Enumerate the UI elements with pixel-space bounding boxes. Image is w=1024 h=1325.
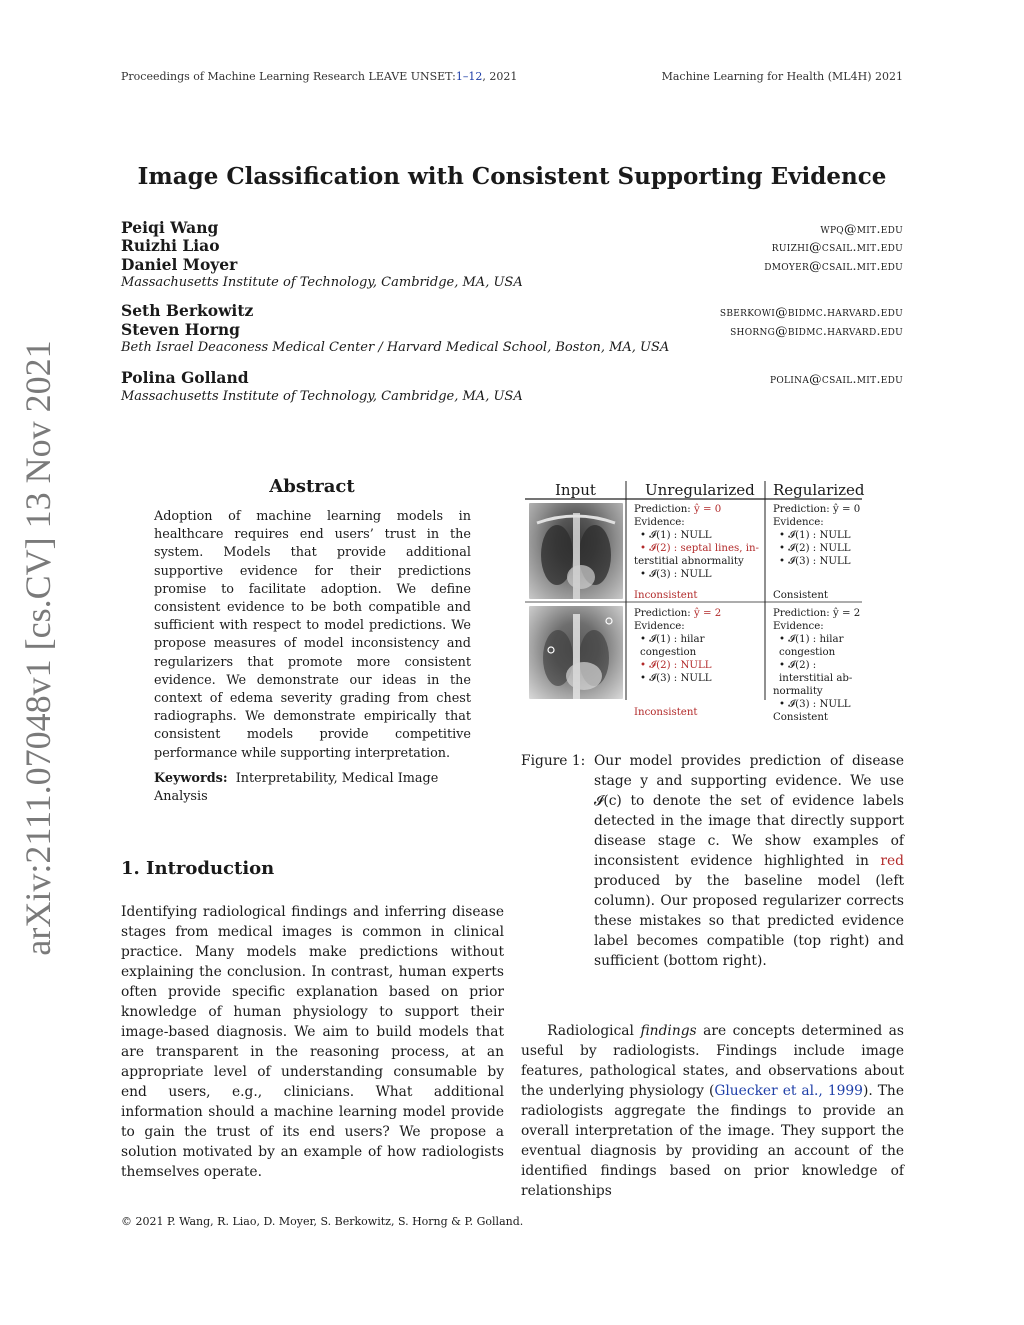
evidence-item: • 𝓘(3) : NULL: [779, 556, 851, 567]
evidence-label: Evidence:: [634, 517, 685, 528]
affiliation: Massachusetts Institute of Technology, Cambridge, MA, USA: [121, 389, 523, 404]
author-name: Daniel Moyer: [121, 255, 238, 274]
row2-regularized-cell: [773, 607, 865, 724]
evidence-item: • 𝓘(2) : interstitial ab-: [779, 660, 853, 684]
status-consistent: Consistent: [773, 590, 828, 601]
affiliation: Massachusetts Institute of Technology, Cambridge, MA, USA: [121, 275, 523, 290]
evidence-item: • 𝓘(3) : NULL: [779, 699, 851, 710]
evidence-label: Evidence:: [634, 621, 685, 632]
evidence-label: Evidence:: [773, 621, 824, 632]
author-email[interactable]: wpq@mit.edu: [820, 221, 903, 236]
keywords-label: Keywords:: [154, 771, 228, 786]
author-email[interactable]: sberkowi@bidmc.harvard.edu: [719, 304, 903, 319]
prediction-text: Prediction: ŷ = 2: [773, 608, 861, 619]
keywords-value: Interpretability, Medical Image Analysis: [154, 771, 439, 805]
author-name: Polina Golland: [121, 368, 249, 387]
status-consistent: Consistent: [773, 712, 828, 723]
prediction-text: Prediction: ŷ = 2: [634, 608, 722, 619]
evidence-item: • 𝓘(1) : NULL: [640, 530, 712, 541]
abstract-body: Adoption of machine learning models in healthcare requires end users’ trust in the system. Models that provide additional supportive evidence for their predictions promise to facilitate adoption. We define consistent evidence to be both compatible and sufficient with respect to model predictions. We propose measures of model inconsistency and regularizers that promote more consistent evidence. We demonstrate our ideas in the context of edema severity grading from chest radiographs. We demonstrate empirically that consistent models provide competitive performance while supporting interpretation.: [154, 509, 471, 761]
author-name: Peiqi Wang: [121, 218, 219, 237]
keywords: [154, 770, 471, 806]
evidence-label: Evidence:: [773, 517, 824, 528]
status-inconsistent: Inconsistent: [634, 707, 698, 718]
evidence-item-continuation: terstitial abnormality: [634, 556, 744, 567]
evidence-item: • 𝓘(2) : NULL: [779, 543, 851, 554]
author-name: Ruizhi Liao: [121, 236, 220, 255]
author-email[interactable]: polina@csail.mit.edu: [769, 371, 903, 386]
column-header-unregularized: Unregularized: [645, 481, 755, 499]
column-header-regularized: Regularized: [773, 481, 865, 499]
running-header-right: Machine Learning for Health (ML4H) 2021: [661, 70, 903, 83]
page-range-link[interactable]: 1–12: [455, 70, 483, 83]
prediction-text: Prediction: ŷ = 0: [773, 504, 861, 515]
evidence-item: • 𝓘(1) : NULL: [779, 530, 851, 541]
evidence-item: • 𝓘(2) : NULL: [640, 660, 712, 671]
figure-caption-label: Figure 1:: [521, 753, 586, 769]
copyright-footer: © 2021 P. Wang, R. Liao, D. Moyer, S. Berkowitz, S. Horng & P. Golland.: [121, 1215, 524, 1228]
evidence-item: • 𝓘(2) : septal lines, in-: [640, 543, 759, 554]
chest-xray-image: [529, 606, 623, 699]
evidence-item: • 𝓘(3) : NULL: [640, 569, 712, 580]
section-heading-introduction: 1. Introduction: [121, 858, 275, 879]
evidence-item: • 𝓘(1) : hilar congestion: [640, 634, 705, 658]
citation-link[interactable]: Gluecker et al., 1999: [714, 1083, 863, 1099]
running-header-left: Proceedings of Machine Learning Research LEAVE UNSET:1–12, 2021: [121, 70, 518, 83]
evidence-item-continuation: normality: [773, 686, 823, 697]
arxiv-id: arXiv:2111.07048v1 [cs.CV] 13 Nov 2021: [18, 340, 58, 956]
row2-unregularized-cell: [634, 607, 762, 719]
findings-paragraph: Radiological findings are concepts determined as useful by radiologists. Findings include image features, pathological states, and observations about the underlying physiology (Gluecker et al., 1999). The radiologists aggregate the findings to provide an overall interpretation of the image. They support the eventual diagnosis by providing an account of the identified findings based on prior knowledge of relationships: [521, 1023, 904, 1199]
author-name: Steven Horng: [121, 320, 241, 339]
column-header-input: Input: [555, 481, 596, 499]
affiliation: Beth Israel Deaconess Medical Center / Harvard Medical School, Boston, MA, USA: [121, 340, 670, 355]
chest-xray-image: [529, 503, 623, 599]
caption-red-word: red: [880, 853, 904, 869]
status-inconsistent: Inconsistent: [634, 590, 698, 601]
author-email[interactable]: shorng@bidmc.harvard.edu: [730, 323, 903, 338]
paper-title: Image Classification with Consistent Supporting Evidence: [137, 163, 887, 190]
arxiv-sidebar: [18, 340, 58, 956]
author-name: Seth Berkowitz: [121, 301, 254, 320]
figure-caption: Our model provides prediction of disease stage y and supporting evidence. We use 𝓘(c) to denote the set of evidence labels detected in the image that directly support disease stage c. We show examples of inconsistent evidence highlighted in red produced by the baseline model (left column). Our proposed regularizer corrects these mistakes so that predicted evidence label becomes compatible (top right) and sufficient (bottom right).: [594, 753, 904, 969]
evidence-item: • 𝓘(3) : NULL: [640, 673, 712, 684]
prediction-text: Prediction: ŷ = 0: [634, 504, 722, 515]
evidence-item: • 𝓘(1) : hilar congestion: [779, 634, 844, 658]
row1-unregularized-cell: [634, 503, 762, 602]
introduction-body: Identifying radiological findings and inferring disease stages from medical images is common in clinical practice. Many models make predictions without explaining the conclusion. In contrast, human experts often provide specific explanation based on prior knowledge of human physiology to support their image-based diagnosis. We aim to build models that are transparent in the reasoning process, at an appropriate level of understanding consumable by end users, e.g., clinicians. What additional information should a machine learning model provide to gain the trust of its end users? We propose a solution motivated by an example of how radiologists themselves operate.: [121, 904, 504, 1180]
author-email[interactable]: dmoyer@csail.mit.edu: [764, 258, 903, 273]
abstract-heading: Abstract: [269, 476, 355, 497]
figure-1: [521, 478, 866, 723]
author-email[interactable]: ruizhi@csail.mit.edu: [771, 239, 903, 254]
row1-regularized-cell: [773, 503, 865, 602]
